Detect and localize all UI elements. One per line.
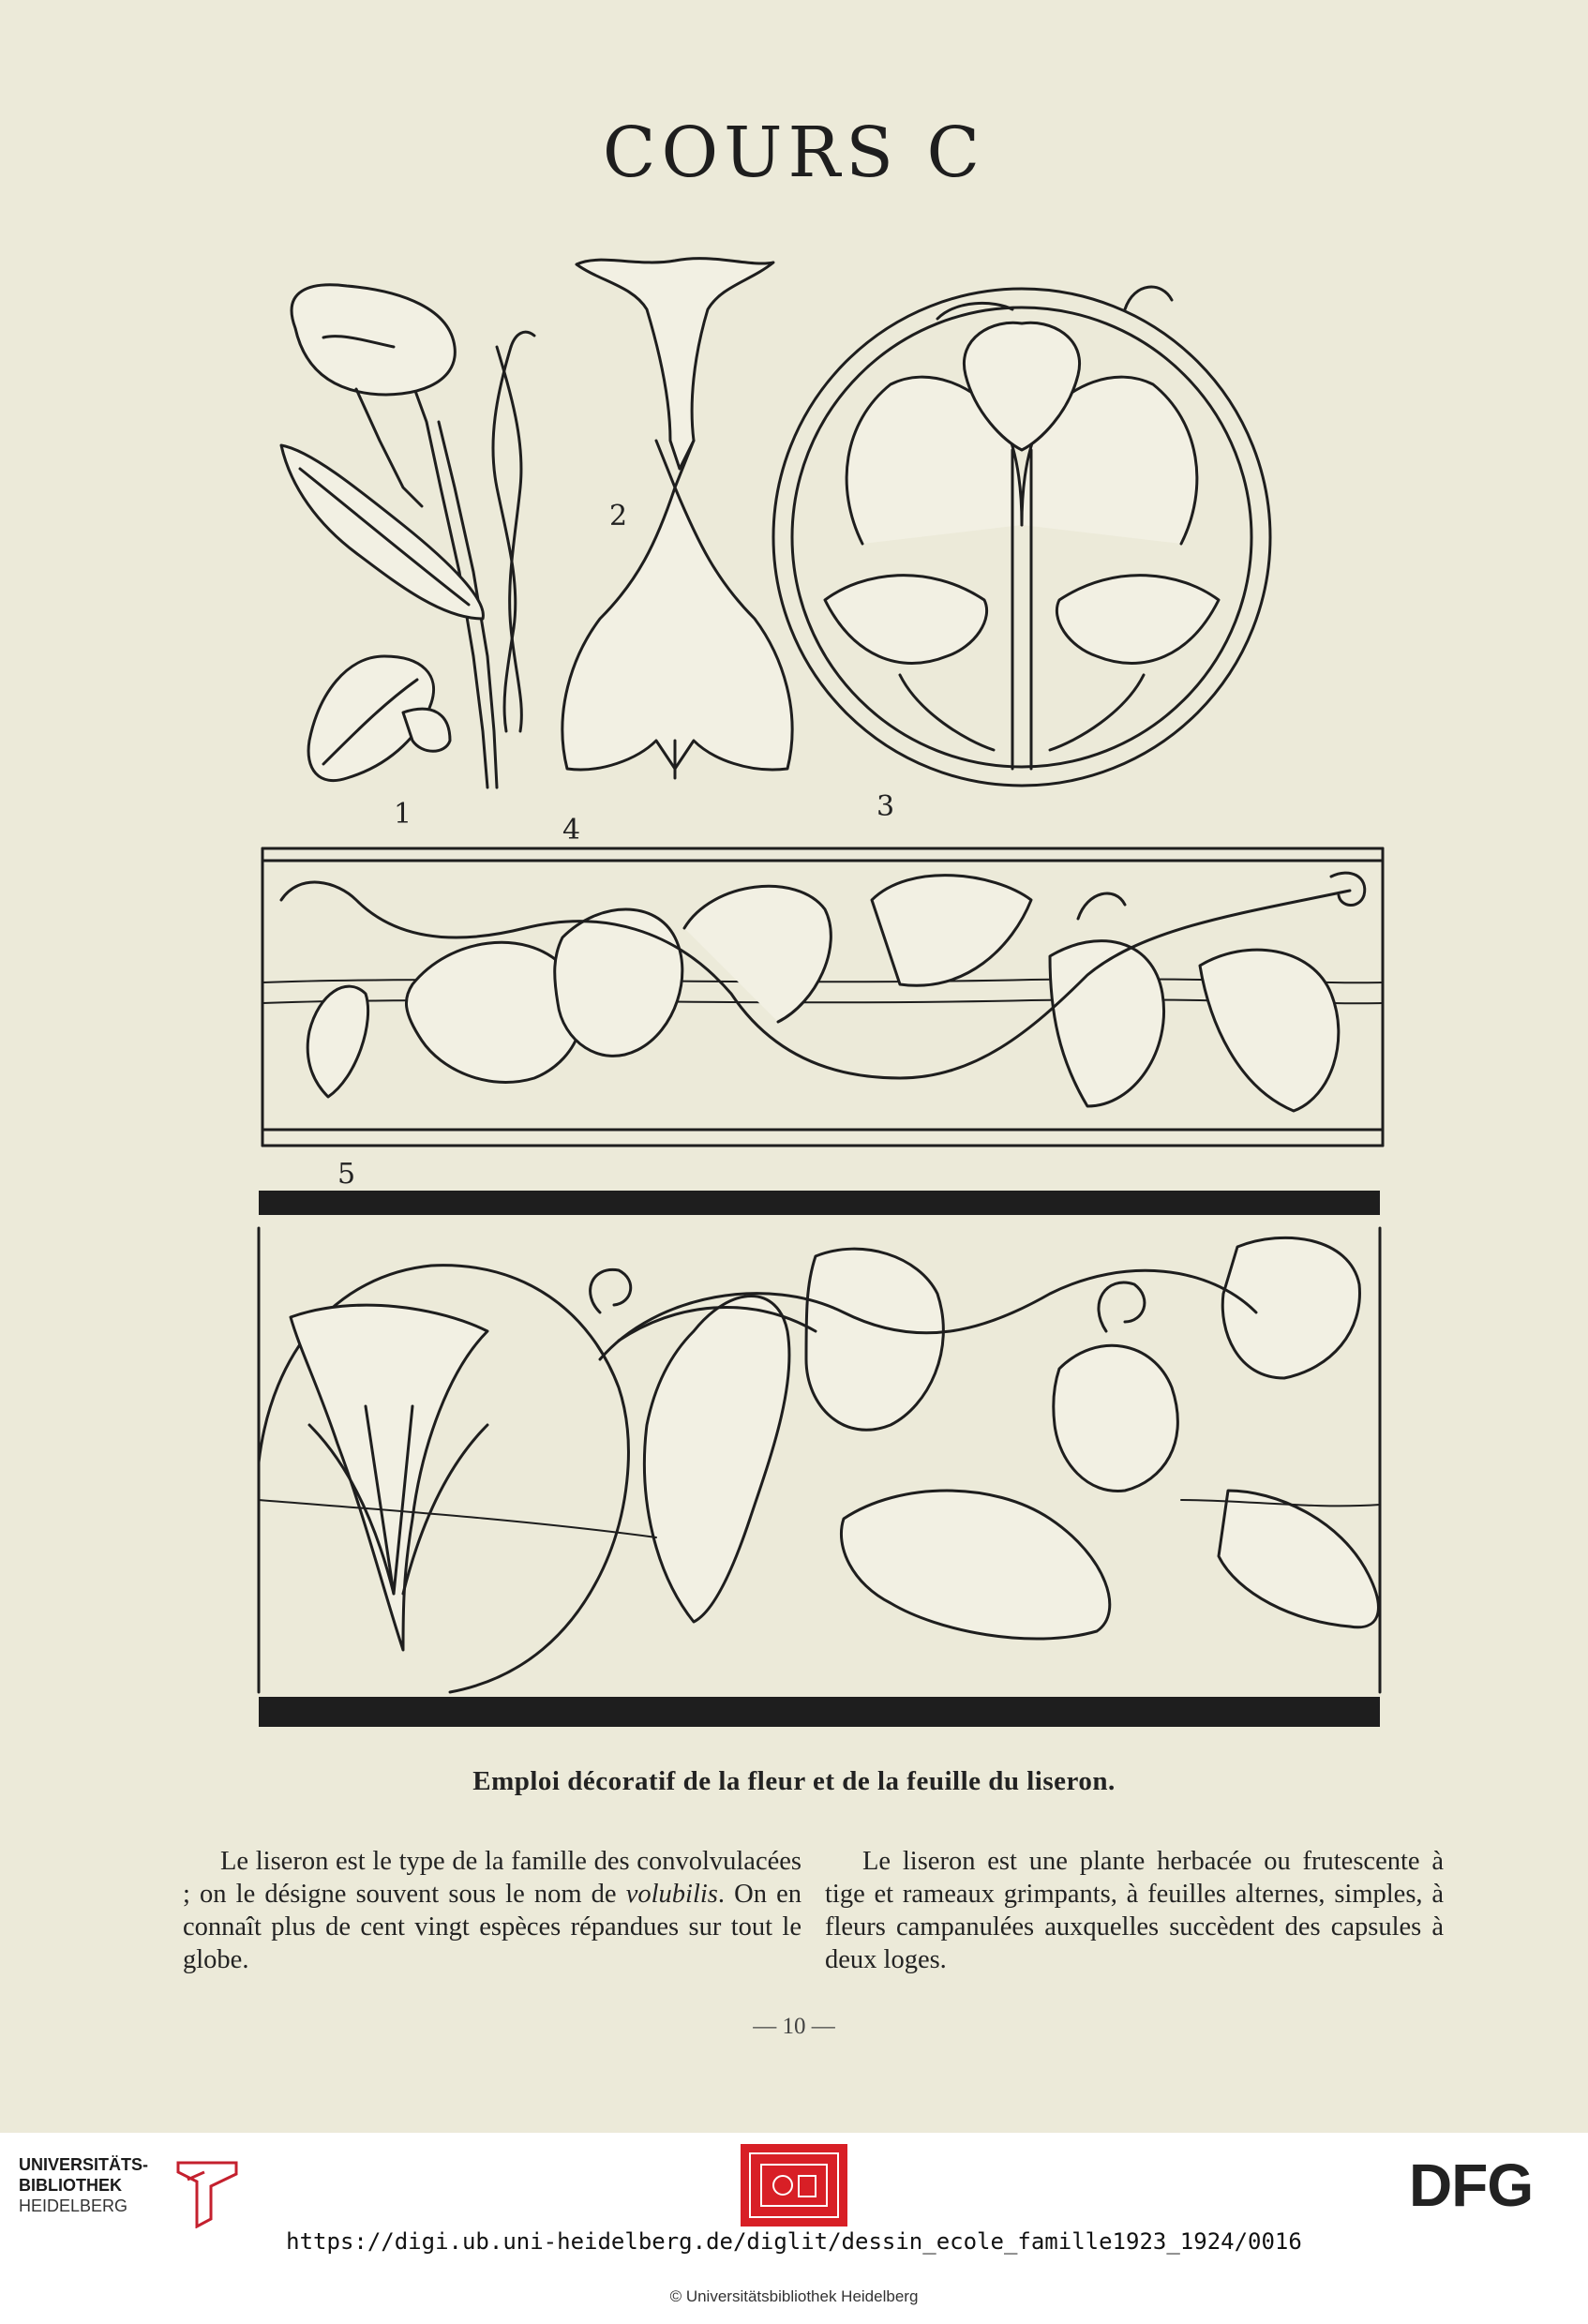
figure-3-roundel [773,287,1270,786]
figure-number-1: 1 [394,798,412,831]
figure-5-frieze [259,1191,1380,1727]
figure-2-flower-section [562,259,792,778]
paragraph-left: Le liseron est le type de la famille des convolvulacées ; on le désigne souvent sous le nom de volubilis. On en connaît plus de cent vingt espèces répandues sur tout le globe. [183,1847,801,1974]
episteme-logo[interactable] [741,2144,847,2227]
dfg-logo[interactable]: DFG [1409,2152,1534,2219]
library-line-2: BIBLIOTHEK [19,2176,122,2195]
page-number: — 10 — [753,2014,835,2039]
library-line-3: HEIDELBERG [19,2197,128,2215]
copyright-notice: © Universitätsbibliothek Heidelberg [669,2287,919,2305]
library-line-1: UNIVERSITÄTS- [19,2155,149,2174]
figure-number-4: 4 [562,814,581,847]
episteme-emblem-icon [741,2144,847,2227]
figure-number-3: 3 [876,790,895,823]
figure-1-bindweed-sprig [281,285,534,787]
plate-caption: Emploi décoratif de la fleur et de la feuille du liseron. [472,1766,1116,1796]
figure-number-5: 5 [337,1158,356,1191]
permalink-url[interactable]: https://digi.ub.uni-heidelberg.de/diglit/dessin_ecole_famille1923_1924/0016 [286,2228,1302,2255]
page-title: COURS C [602,112,986,193]
figure-4-frieze [262,848,1383,1146]
library-name[interactable] [19,2154,148,2216]
figure-number-2: 2 [609,500,628,532]
paragraph-right: Le liseron est une plante herbacée ou frutescente à tige et rameaux grimpants, à feuilles alternes, simples, à fleurs campanulées auxquelles succèdent des capsules à deux loges. [825,1847,1444,1974]
